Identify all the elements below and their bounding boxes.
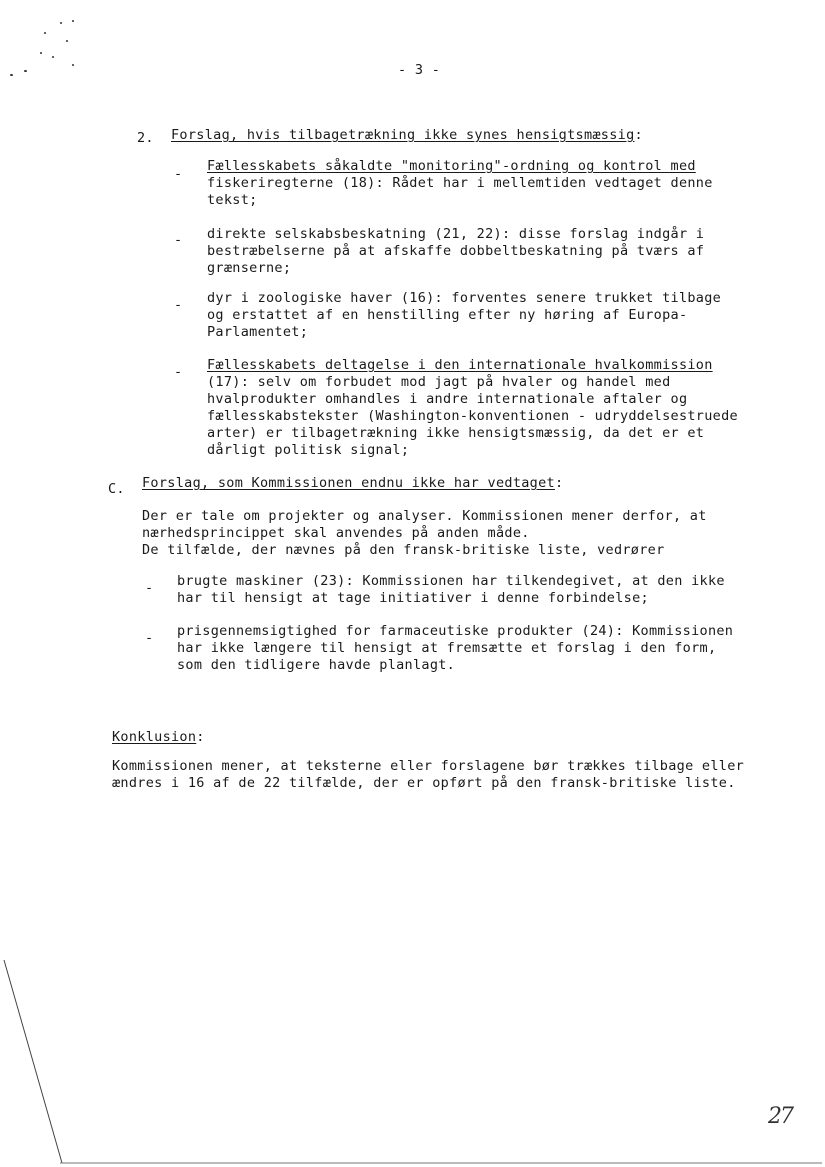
bullet-monitoring-line3: tekst; — [207, 192, 258, 208]
bullet-hval-line4: fællesskabstekster (Washington-konventionen - udryddelsestruede — [207, 408, 738, 424]
bullet-maskiner-line1: brugte maskiner (23): Kommissionen har tilkendegivet, at den ikke — [177, 573, 725, 589]
bullet-monitoring-line1: Fællesskabets såkaldte "monitoring"-ordning og kontrol med — [207, 158, 696, 174]
scan-speck — [10, 74, 13, 76]
conclusion-heading-colon: : — [196, 729, 205, 745]
scan-speck — [24, 70, 27, 72]
bullet-dash: - — [174, 364, 183, 380]
bullet-selskab-line2: bestræbelserne på at afskaffe dobbeltbeskatning på tværs af — [207, 243, 705, 259]
scan-edge-left-diagonal — [4, 960, 62, 1163]
scan-speck — [52, 56, 54, 58]
handwritten-page-number: 27 — [768, 1104, 792, 1129]
section-c-heading-text: Forslag, som Kommissionen endnu ikke har vedtaget — [142, 475, 555, 491]
bullet-zoo-line2: og erstattet af en henstilling efter ny høring af Europa- — [207, 307, 688, 323]
bullet-pris-line1: prisgennemsigtighed for farmaceutiske produkter (24): Kommissionen — [177, 623, 734, 639]
conclusion-heading-text: Konklusion — [112, 729, 197, 745]
bullet-dash: - — [174, 166, 183, 182]
bullet-dash: - — [145, 580, 154, 596]
scan-speck — [66, 40, 68, 42]
bullet-selskab-line1: direkte selskabsbeskatning (21, 22): disse forslag indgår i — [207, 226, 705, 242]
section-2-number: 2. — [137, 130, 154, 146]
section-c-intro-line3: De tilfælde, der nævnes på den fransk-britiske liste, vedrører — [142, 542, 665, 558]
bullet-zoo-line1: dyr i zoologiske haver (16): forventes senere trukket tilbage — [207, 290, 722, 306]
scan-speck — [72, 64, 74, 66]
section-c-intro-line2: nærhedsprincippet skal anvendes på anden måde. — [142, 525, 530, 541]
bullet-maskiner-line2: har til hensigt at tage initiativer i denne forbindelse; — [177, 590, 649, 606]
conclusion-line2: ændres i 16 af de 22 tilfælde, der er opført på den fransk-britiske liste. — [112, 775, 736, 791]
bullet-hval-line6: dårligt politisk signal; — [207, 442, 410, 458]
bullet-hval-line3: hvalprodukter omhandles i andre internationale aftaler og — [207, 391, 688, 407]
section-2-heading-colon: : — [634, 127, 643, 143]
section-2-heading-text: Forslag, hvis tilbagetrækning ikke synes hensigtsmæssig — [171, 127, 635, 143]
conclusion-line1: Kommissionen mener, at teksterne eller forslagene bør trækkes tilbage eller — [112, 758, 745, 774]
bullet-hval-line2: (17): selv om forbudet mod jagt på hvaler og handel med — [207, 374, 671, 390]
conclusion-heading — [112, 729, 205, 746]
scan-speck — [40, 52, 42, 54]
section-c-heading — [142, 475, 563, 492]
bullet-hval-line1: Fællesskabets deltagelse i den internationale hvalkommission — [207, 357, 713, 373]
section-2-heading — [171, 127, 643, 144]
section-c-letter: C. — [108, 481, 125, 497]
section-c-heading-colon: : — [554, 475, 564, 491]
bullet-zoo-line3: Parlamentet; — [207, 324, 309, 340]
bullet-pris-line3: som den tidligere havde planlagt. — [177, 657, 456, 673]
scan-speck — [44, 32, 46, 34]
bullet-selskab-line3: grænserne; — [207, 260, 292, 276]
page-number: - 3 - — [398, 62, 441, 78]
bullet-pris-line2: har ikke længere til hensigt at fremsætte et forslag i den form, — [177, 640, 717, 656]
bullet-monitoring-line2: fiskeriregterne (18): Rådet har i mellemtiden vedtaget denne — [207, 175, 713, 191]
bullet-dash: - — [174, 232, 183, 248]
scan-speck — [60, 22, 62, 24]
bullet-dash: - — [174, 297, 183, 313]
bullet-dash: - — [145, 630, 154, 646]
section-c-intro-line1: Der er tale om projekter og analyser. Kommissionen mener derfor, at — [142, 508, 707, 524]
bullet-hval-line5: arter) er tilbagetrækning ikke hensigtsmæssig, da det er et — [207, 425, 705, 441]
scan-speck — [72, 20, 74, 22]
